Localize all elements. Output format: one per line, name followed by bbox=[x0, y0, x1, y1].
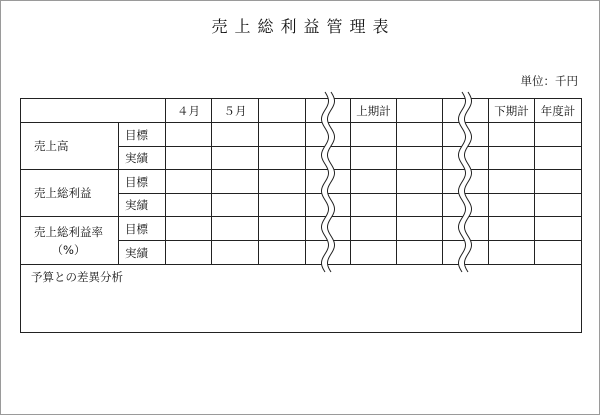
data-cell bbox=[212, 217, 259, 241]
row-group-gross-profit bbox=[21, 170, 119, 217]
row-type-label: 実績 bbox=[119, 241, 166, 265]
row-group-label-note: （%） bbox=[51, 242, 86, 257]
data-cell bbox=[259, 241, 306, 265]
data-cell bbox=[166, 241, 212, 265]
header-corner-cell bbox=[21, 99, 166, 123]
data-cell bbox=[259, 170, 306, 194]
row-type-label: 実績 bbox=[119, 194, 166, 217]
variance-analysis-cell bbox=[21, 265, 582, 333]
data-cell bbox=[535, 217, 582, 241]
data-cell bbox=[535, 147, 582, 170]
data-cell bbox=[259, 147, 306, 170]
row-group-label bbox=[34, 137, 69, 155]
data-cell bbox=[443, 217, 489, 241]
data-cell bbox=[351, 147, 397, 170]
column-header bbox=[259, 99, 306, 123]
variance-analysis-label: 予算との差異分析 bbox=[31, 270, 123, 284]
column-header-first-half-total: 上期計 bbox=[351, 99, 397, 123]
data-cell bbox=[351, 123, 397, 147]
data-cell bbox=[351, 170, 397, 194]
data-cell bbox=[166, 170, 212, 194]
data-cell bbox=[397, 147, 443, 170]
data-cell bbox=[443, 194, 489, 217]
column-header bbox=[397, 99, 443, 123]
data-cell bbox=[489, 194, 535, 217]
data-cell bbox=[443, 123, 489, 147]
data-cell bbox=[166, 217, 212, 241]
data-cell bbox=[212, 241, 259, 265]
header-row bbox=[21, 99, 582, 123]
variance-analysis-row bbox=[21, 265, 582, 333]
data-cell bbox=[489, 170, 535, 194]
row-group-sales bbox=[21, 123, 119, 170]
row-group-label-text: 売上総利益率 bbox=[34, 224, 103, 239]
row-group-label bbox=[34, 223, 103, 259]
row-type-label: 目標 bbox=[119, 217, 166, 241]
column-header-may: ５月 bbox=[212, 99, 259, 123]
data-cell bbox=[259, 123, 306, 147]
data-cell bbox=[535, 170, 582, 194]
data-cell bbox=[489, 147, 535, 170]
data-cell bbox=[306, 217, 351, 241]
column-header-annual-total: 年度計 bbox=[535, 99, 582, 123]
data-cell bbox=[351, 217, 397, 241]
data-cell bbox=[535, 241, 582, 265]
row-type-label: 実績 bbox=[119, 147, 166, 170]
data-cell bbox=[443, 241, 489, 265]
data-cell bbox=[306, 241, 351, 265]
table-row-gross-profit-target bbox=[21, 170, 582, 194]
row-group-label-text: 売上高 bbox=[34, 139, 69, 153]
data-cell bbox=[306, 170, 351, 194]
table-row-sales-target bbox=[21, 123, 582, 147]
column-header bbox=[306, 99, 351, 123]
gross-profit-management-table bbox=[20, 98, 582, 333]
data-cell bbox=[306, 123, 351, 147]
data-cell bbox=[259, 194, 306, 217]
data-cell bbox=[351, 194, 397, 217]
data-cell bbox=[489, 123, 535, 147]
data-cell bbox=[397, 217, 443, 241]
data-cell bbox=[489, 241, 535, 265]
data-cell bbox=[397, 241, 443, 265]
data-cell bbox=[443, 147, 489, 170]
data-cell bbox=[443, 170, 489, 194]
data-cell bbox=[535, 194, 582, 217]
data-cell bbox=[212, 170, 259, 194]
document-title: 売上総利益管理表 bbox=[211, 17, 396, 36]
row-group-label-text: 売上総利益 bbox=[34, 186, 92, 200]
data-cell bbox=[259, 217, 306, 241]
unit-label: 単位：千円 bbox=[520, 74, 578, 88]
data-cell bbox=[166, 194, 212, 217]
data-cell bbox=[306, 147, 351, 170]
row-type-label: 目標 bbox=[119, 123, 166, 147]
data-cell bbox=[351, 241, 397, 265]
data-cell bbox=[535, 123, 582, 147]
column-header-april: ４月 bbox=[166, 99, 212, 123]
data-cell bbox=[166, 123, 212, 147]
data-cell bbox=[397, 170, 443, 194]
table-row-gross-margin-target bbox=[21, 217, 582, 241]
row-group-label bbox=[34, 184, 92, 202]
data-cell bbox=[166, 147, 212, 170]
data-cell bbox=[489, 217, 535, 241]
row-type-label: 目標 bbox=[119, 170, 166, 194]
data-cell bbox=[212, 123, 259, 147]
data-cell bbox=[212, 194, 259, 217]
data-cell bbox=[397, 123, 443, 147]
row-group-gross-margin bbox=[21, 217, 119, 265]
column-header-second-half-total: 下期計 bbox=[489, 99, 535, 123]
data-cell bbox=[397, 194, 443, 217]
column-header bbox=[443, 99, 489, 123]
data-cell bbox=[212, 147, 259, 170]
data-cell bbox=[306, 194, 351, 217]
